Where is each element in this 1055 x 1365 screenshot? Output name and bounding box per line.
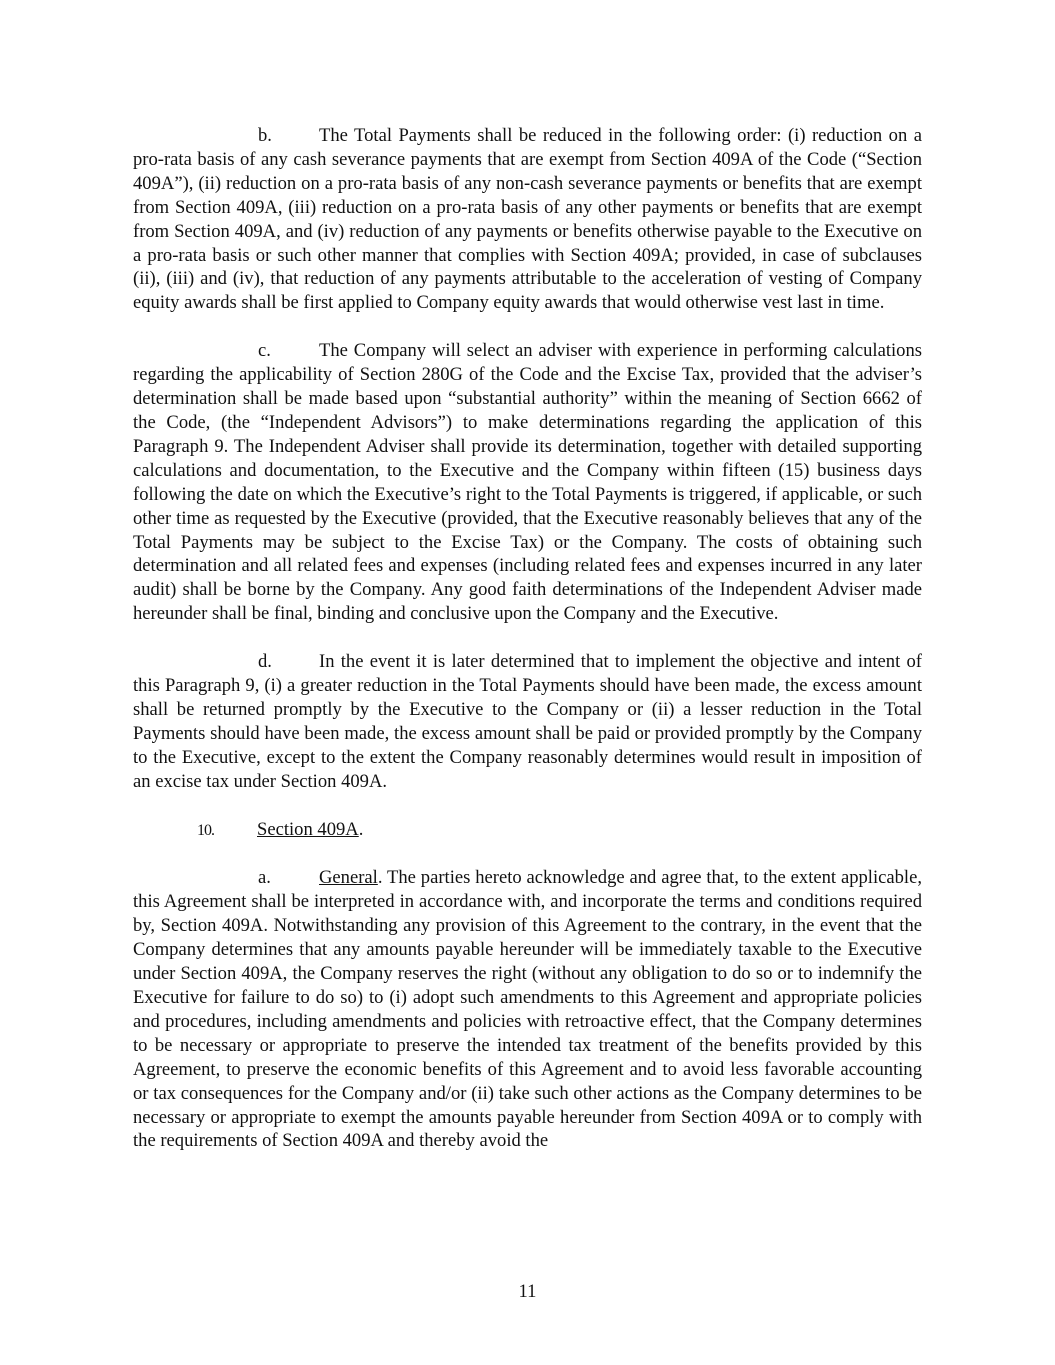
page-number: 11 [518, 1281, 537, 1302]
paragraph-d [133, 650, 922, 793]
paragraph-text: The Total Payments shall be reduced in the following order: (i) reduction on a pro-rata basis of any cash severance payments that are exempt from Section 409A of the Code (“Section 409A”), (ii) reduction on a pro-rata basis of any non-cash severance payments or benefits that are exempt from Section 409A, (iii) reduction on a pro-rata basis of any other payments or benefits that are exempt from Section 409A, and (iv) reduction of any payments or benefits otherwise payable to the Executive on a pro-rata basis or such other manner that complies with Section 409A; provided, in case of subclauses (ii), (iii) and (iv), that reduction of any payments attributable to the acceleration of vesting of Company equity awards shall be first applied to Company equity awards that would otherwise vest last in time. [133, 125, 922, 314]
paragraph-text: In the event it is later determined that to implement the objective and intent of this Paragraph 9, (i) a greater reduction in the Total Payments should have been made, the excess amount shall be returned promptly by the Executive to the Company or (ii) a lesser reduction in the Total Payments should have been made, the excess amount shall be paid or provided promptly by the Company to the Executive, except to the extent the Company reasonably determines would result in imposition of an excise tax under Section 409A. [133, 651, 922, 792]
paragraph-marker: a. [258, 867, 271, 889]
paragraph-heading: General [319, 867, 378, 889]
paragraph-c [133, 339, 922, 626]
paragraph-marker: d. [258, 651, 272, 673]
section-title-suffix: . [358, 818, 364, 840]
section-number: 10. [197, 821, 214, 839]
section-heading [133, 818, 922, 843]
paragraph-text: The Company will select an adviser with experience in performing calculations regarding the applicability of Section 280G of the Code and the Excise Tax, provided that the adviser’s determination shall be made based upon “substantial authority” within the meaning of Section 6662 of the Code, (the “Independent Advisors”) to make determinations regarding the application of this Paragraph 9. The Independent Adviser shall provide its determination, together with detailed supporting calculations and documentation, to the Executive and the Company within fifteen (15) business days following the date on which the Executive’s right to the Total Payments is triggered, if applicable, or such other time as requested by the Executive (provided, that the Executive reasonably believes that any of the Total Payments may be subject to the Excise Tax) or the Company. The costs of obtaining such determination and all related fees and expenses (including related fees and expenses incurred in any later audit) shall be borne by the Company. Any good faith determinations of the Independent Adviser made hereunder shall be final, binding and conclusive upon the Company and the Executive. [133, 340, 922, 625]
paragraph-marker: c. [258, 340, 271, 362]
document-page [133, 124, 922, 1177]
paragraph-marker: b. [258, 125, 272, 146]
paragraph-text: . The parties hereto acknowledge and agree that, to the extent applicable, this Agreement shall be interpreted in accordance with, and incorporate the terms and conditions required by, Section 409A. Notwithstanding any provision of this Agreement to the contrary, in the event that the Company determines that any amounts payable hereunder will be immediately taxable to the Executive under Section 409A, the Company reserves the right (without any obligation to do so or to indemnify the Executive for failure to do so) to (i) adopt such amendments to this Agreement and appropriate policies and procedures, including amendments and policies with retroactive effect, that the Company determines to be necessary or appropriate to preserve the intended tax treatment of the benefits provided by this Agreement, to preserve the economic benefits of this Agreement and to avoid less favorable accounting or tax consequences for the Company and/or (ii) take such other actions as the Company determines to be necessary or appropriate to exempt the amounts payable hereunder from Section 409A or to comply with the requirements of Section 409A and thereby avoid the [133, 867, 922, 1152]
paragraph-b [133, 124, 922, 315]
section-title: Section 409A [257, 818, 359, 840]
paragraph-a [133, 866, 922, 1153]
